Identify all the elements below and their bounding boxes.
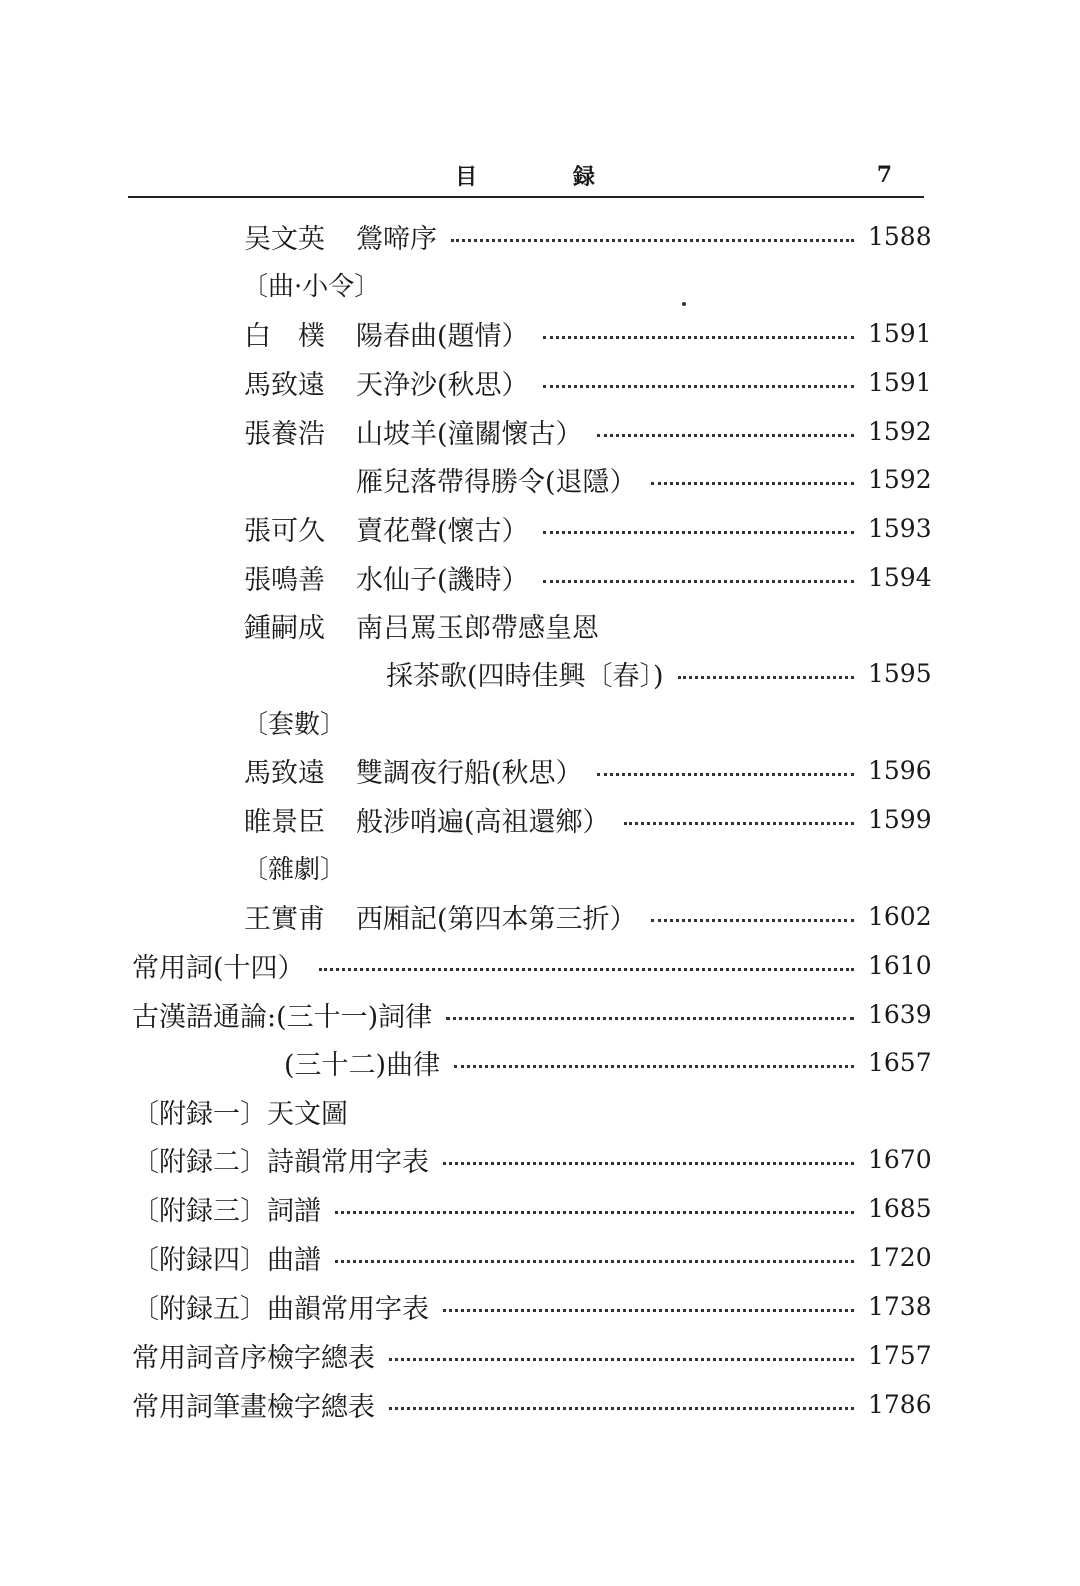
section-heading: 〔套數〕 <box>242 709 347 740</box>
dot-leader <box>454 1065 854 1068</box>
toc-entry[interactable] <box>244 797 932 841</box>
section-heading: 〔曲·小令〕 <box>242 271 381 302</box>
dot-leader <box>443 1162 854 1165</box>
entry-work: 陽春曲(題情） <box>356 320 529 352</box>
entry-work: 般涉哨遍(高祖還鄉） <box>356 806 610 838</box>
entry-work: 雁兒落帶得勝令(退隱） <box>356 466 637 498</box>
toc-entry[interactable] <box>284 1040 932 1084</box>
dot-leader <box>543 385 854 388</box>
entry-title: 〔附録二〕詩韻常用字表 <box>132 1146 429 1178</box>
dot-leader <box>543 336 854 339</box>
entry-work: 西厢記(第四本第三折） <box>356 903 637 935</box>
entry-author: 馬致遠 <box>244 757 325 789</box>
entry-author: 吴文英 <box>244 223 325 255</box>
entry-title: 〔附録一〕天文圖 <box>132 1098 348 1130</box>
entry-work: 採茶歌(四時佳興〔春〕) <box>386 660 664 692</box>
header-rule <box>128 196 924 198</box>
entry-title: 〔附録五〕曲韻常用字表 <box>132 1293 429 1325</box>
entry-work: 山坡羊(潼關懷古） <box>356 418 583 450</box>
dot-leader <box>678 676 854 679</box>
entry-work: 水仙子(譏時） <box>356 564 529 596</box>
entry-work: 雙調夜行船(秋思） <box>356 757 583 789</box>
dot-leader <box>443 1309 854 1312</box>
dot-leader <box>446 1017 854 1020</box>
toc-entry[interactable] <box>132 1333 932 1377</box>
entry-title: 常用詞(十四） <box>132 952 305 984</box>
entry-page: 1639 <box>868 999 932 1029</box>
toc-entry[interactable] <box>244 409 932 453</box>
toc-entry[interactable] <box>386 651 932 695</box>
toc-entry[interactable] <box>132 1089 924 1133</box>
entry-author: 馬致遠 <box>244 369 325 401</box>
entry-page: 1657 <box>868 1047 932 1077</box>
toc-entry[interactable] <box>244 311 932 355</box>
print-speck <box>682 302 686 306</box>
dot-leader <box>389 1358 854 1361</box>
dot-leader <box>389 1407 854 1410</box>
entry-page: 1720 <box>868 1242 932 1272</box>
entry-work: 鶯啼序 <box>356 223 437 255</box>
dot-leader <box>543 580 854 583</box>
toc-entry[interactable] <box>132 1284 932 1328</box>
dot-leader <box>597 773 854 776</box>
entry-work: 南吕罵玉郎帶感皇恩 <box>356 612 599 644</box>
entry-author: 白 樸 <box>244 320 325 352</box>
toc-entry[interactable] <box>244 894 932 938</box>
dot-leader <box>335 1211 854 1214</box>
header-page-number: 7 <box>876 162 892 188</box>
dot-leader <box>624 822 854 825</box>
toc-entry[interactable] <box>244 748 932 792</box>
toc-entry[interactable] <box>244 360 932 404</box>
toc-entry[interactable] <box>244 603 924 647</box>
entry-title: 常用詞音序檢字總表 <box>132 1342 375 1374</box>
entry-title: 〔附録四〕曲譜 <box>132 1244 321 1276</box>
entry-page: 1670 <box>868 1144 932 1174</box>
entry-author: 張鳴善 <box>244 564 325 596</box>
toc-entry[interactable] <box>132 943 932 987</box>
entry-title: 常用詞筆畫檢字總表 <box>132 1391 375 1423</box>
dot-leader <box>651 919 854 922</box>
toc-entry[interactable] <box>132 992 932 1036</box>
running-header <box>128 160 922 196</box>
entry-work: 天浄沙(秋思） <box>356 369 529 401</box>
entry-title: (三十二)曲律 <box>284 1049 441 1081</box>
entry-page: 1592 <box>868 464 932 494</box>
dot-leader <box>451 239 854 242</box>
dot-leader <box>335 1260 854 1263</box>
toc-entry[interactable] <box>244 457 932 501</box>
entry-page: 1685 <box>868 1193 932 1223</box>
toc-entry[interactable] <box>132 1186 932 1230</box>
header-title: 目 録 <box>455 164 639 190</box>
entry-page: 1595 <box>868 658 932 688</box>
toc-entry[interactable] <box>244 506 932 550</box>
entry-page: 1593 <box>868 513 932 543</box>
entry-page: 1588 <box>868 221 932 251</box>
entry-title: 古漢語通論:(三十一)詞律 <box>132 1001 433 1033</box>
entry-page: 1596 <box>868 755 932 785</box>
entry-page: 1602 <box>868 901 932 931</box>
entry-page: 1610 <box>868 950 932 980</box>
entry-page: 1591 <box>868 318 932 348</box>
entry-work: 賣花聲(懷古） <box>356 515 529 547</box>
entry-page: 1786 <box>868 1389 932 1419</box>
entry-author: 鍾嗣成 <box>244 612 325 644</box>
toc-entry[interactable] <box>244 214 932 258</box>
entry-author: 睢景臣 <box>244 806 325 838</box>
toc-entry[interactable] <box>132 1382 932 1426</box>
entry-page: 1599 <box>868 804 932 834</box>
entry-author: 張養浩 <box>244 418 325 450</box>
entry-page: 1738 <box>868 1291 932 1321</box>
entry-page: 1594 <box>868 562 932 592</box>
entry-page: 1757 <box>868 1340 932 1370</box>
entry-author: 張可久 <box>244 515 325 547</box>
entry-page: 1592 <box>868 416 932 446</box>
dot-leader <box>597 434 854 437</box>
dot-leader <box>543 531 854 534</box>
entry-page: 1591 <box>868 367 932 397</box>
toc-entry[interactable] <box>244 555 932 599</box>
section-heading: 〔雜劇〕 <box>242 854 347 885</box>
entry-author: 王實甫 <box>244 903 325 935</box>
entry-title: 〔附録三〕詞譜 <box>132 1195 321 1227</box>
toc-entry[interactable] <box>132 1235 932 1279</box>
dot-leader <box>319 968 854 971</box>
dot-leader <box>651 482 854 485</box>
toc-entry[interactable] <box>132 1137 932 1181</box>
